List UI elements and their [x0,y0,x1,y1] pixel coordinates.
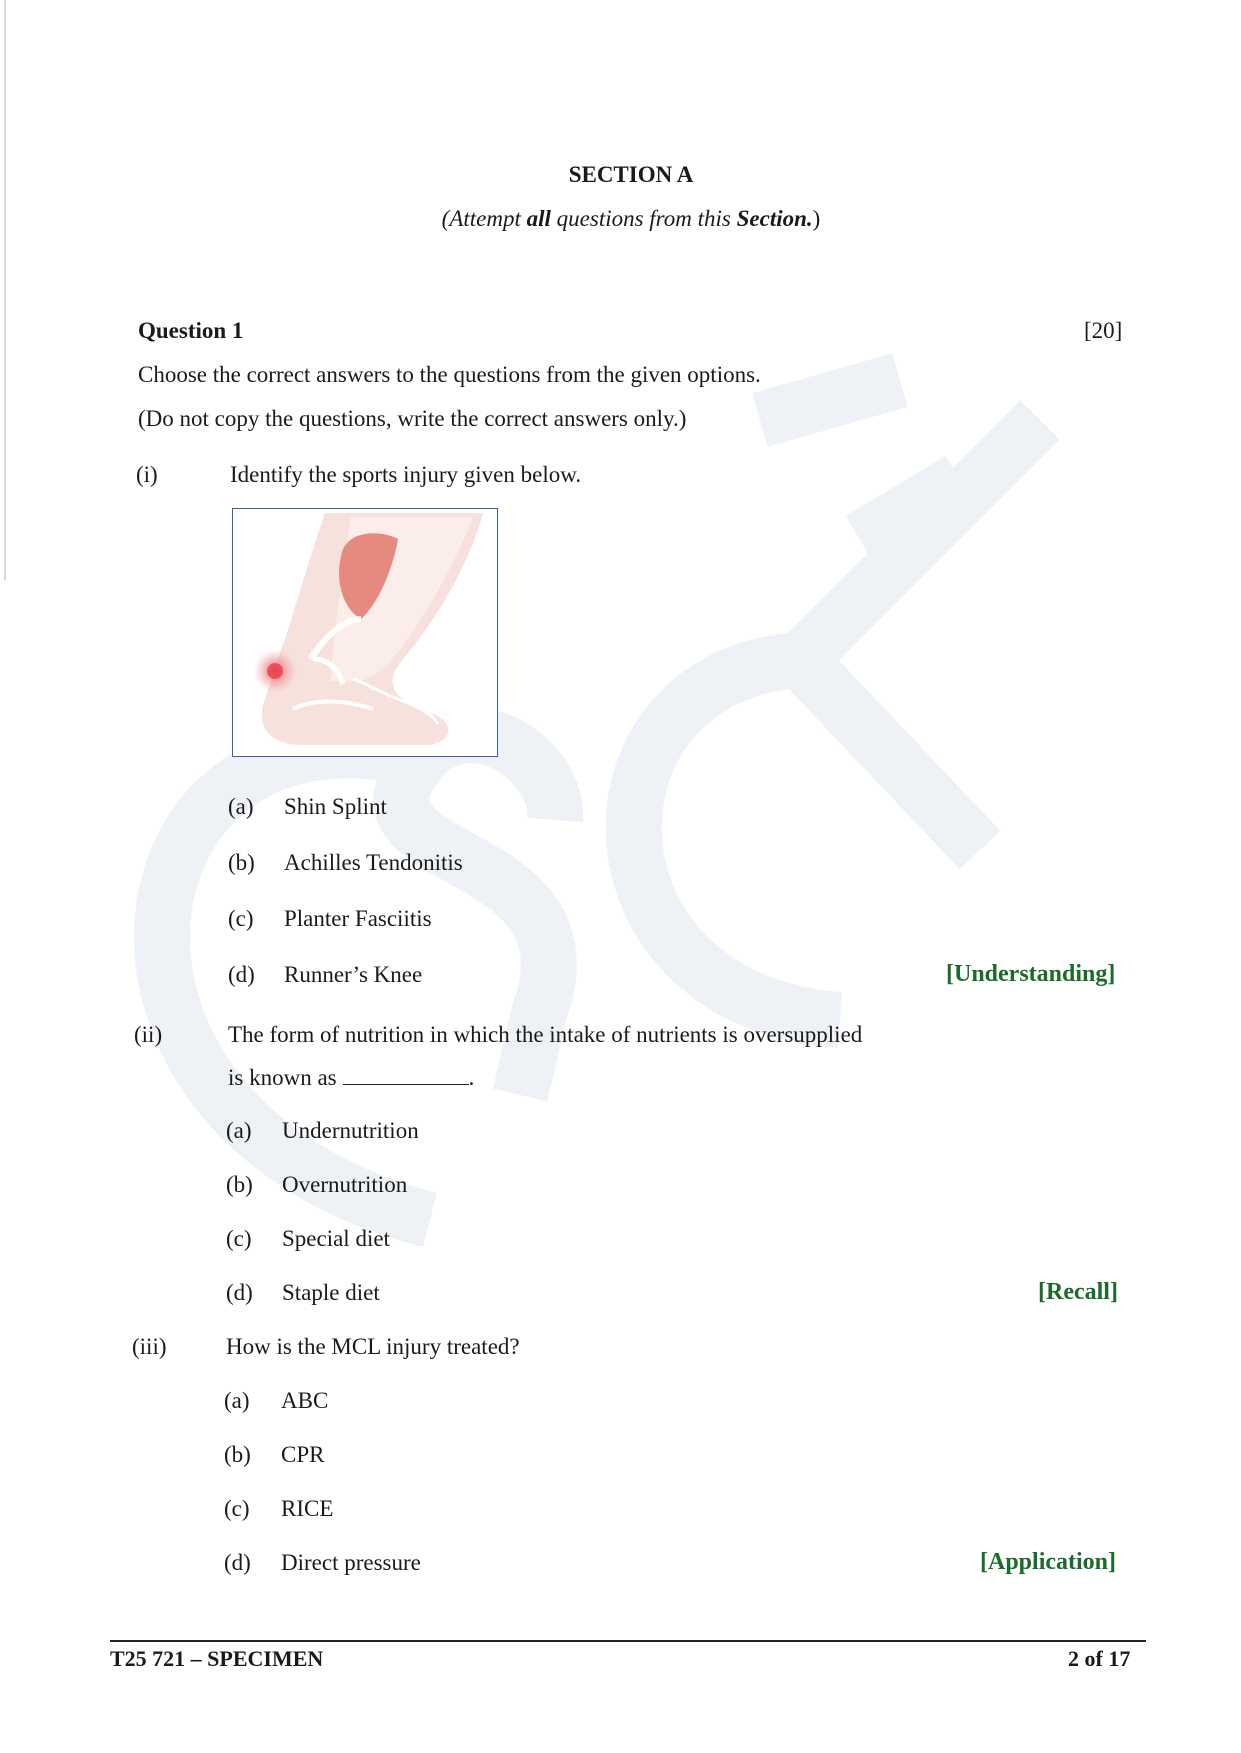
question-marks: [20] [1084,318,1123,343]
page-edge-shadow [4,0,6,580]
option-text: Undernutrition [282,1118,419,1143]
leg-ankle-illustration [233,509,497,756]
injury-figure [232,508,498,757]
option-text: RICE [281,1496,334,1521]
option-text: Achilles Tendonitis [284,850,463,875]
option-text: CPR [281,1442,325,1467]
item-text: How is the MCL injury treated? [226,1334,520,1359]
answer-blank [343,1064,469,1085]
option-letter: (d) [224,1550,251,1575]
footer-rule [110,1640,1146,1642]
option-letter: (a) [228,794,254,819]
option-text: Shin Splint [284,794,387,819]
option-letter: (b) [226,1172,253,1197]
cognitive-level-tag: [Application] [980,1549,1117,1575]
cognitive-level-tag: [Recall] [1038,1279,1118,1305]
section-title: SECTION A [568,162,694,187]
option-letter: (d) [226,1280,253,1305]
question-instruction-1: Choose the correct answers to the questions from the given options. [138,362,761,387]
item-text: The form of nutrition in which the intake of nutrients is oversupplied [228,1022,863,1047]
item-number: (i) [136,462,158,487]
option-letter: (c) [228,906,254,931]
item-number: (ii) [134,1022,163,1047]
item-number: (iii) [132,1334,167,1359]
option-text: Planter Fasciitis [284,906,432,931]
option-text: Direct pressure [281,1550,421,1575]
section-instruction: (Attempt all questions from this Section.) [441,206,821,231]
footer-code: T25 721 – SPECIMEN [110,1646,324,1671]
option-letter: (d) [228,962,255,987]
option-text: Staple diet [282,1280,380,1305]
item-text: Identify the sports injury given below. [230,462,582,487]
item-text-continued: is known as . [228,1065,475,1090]
option-text: ABC [281,1388,329,1413]
option-letter: (b) [224,1442,251,1467]
option-letter: (b) [228,850,255,875]
option-letter: (c) [224,1496,250,1521]
question-instruction-2: (Do not copy the questions, write the correct answers only.) [138,406,687,431]
option-letter: (a) [226,1118,252,1143]
cognitive-level-tag: [Understanding] [946,961,1116,987]
option-text: Special diet [282,1226,390,1251]
question-title: Question 1 [138,318,244,343]
option-letter: (a) [224,1388,250,1413]
option-text: Runner’s Knee [284,962,423,987]
option-letter: (c) [226,1226,252,1251]
option-text: Overnutrition [282,1172,408,1197]
page-number: 2 of 17 [1068,1646,1131,1671]
